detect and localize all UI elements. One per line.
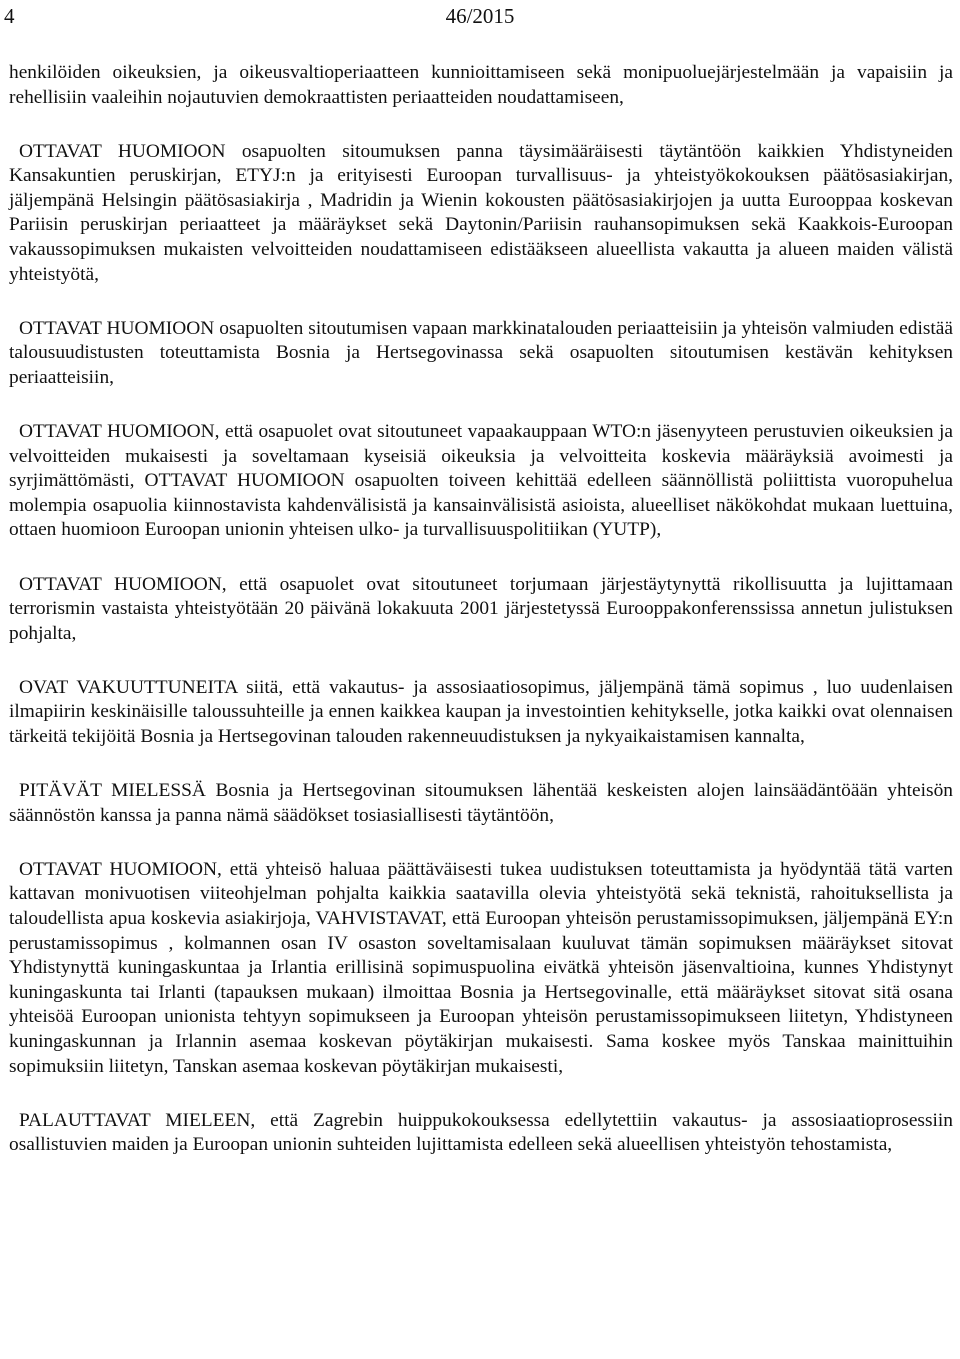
paragraph: OTTAVAT HUOMIOON, että osapuolet ovat sitoutuneet torjumaan järjestäytynyttä rikollisuutta ja lujittamaan terrorismin vastaista yhteistyötään 20 päivänä lokakuuta 2001 järjestetyssä Eurooppakonferenssissa annetun julistuksen pohjalta, [9,573,953,644]
page-header [4,2,956,30]
page-number: 4 [4,4,15,28]
paragraph: henkilöiden oikeuksien, ja oikeusvaltioperiaatteen kunnioittamiseen sekä monipuoluejärjestelmään ja vapaisiin ja rehellisiin vaaleihin nojautuvien demokraattisten periaatteiden noudattamiseen, [9,62,953,108]
document-body [9,61,953,1187]
paragraph: OTTAVAT HUOMIOON, että yhteisö haluaa päättäväisesti tukea uudistuksen toteuttamista ja hyödyntää tätä varten kattavan monivuotisen viiteohjelman pohjalta kaikkia saatavilla olevia yhteistyötä sekä teknistä, rahoituksellista ja taloudellista apua koskevia asiakirjoja, VAHVISTAVAT, että Euroopan yhteisön perustamissopimuksen, jäljempänä EY:n perustamissopimus , kolmannen osan IV osaston soveltamisalaan kuuluvat tämän sopimuksen määräykset sitovat Yhdistynyttä kuningaskuntaa ja Irlantia erillisinä sopimuspuolina eivätkä yhteisön jäsenvaltioina, kunnes Yhdistynyt kuningaskunta tai Irlanti (tapauksen mukaan) ilmoittaa Bosnia ja Hertsegovinalle, että määräykset sitovat sitä osana yhteisöä Euroopan unionista tehtyyn sopimukseen ja Euroopan yhteisön perustamissopimukseen liitetyn, Yhdistyneen kuningaskunnan ja Irlannin asemaa koskevan pöytäkirjan mukaisesti. Sama koskee myös Tanskaa mainittuihin sopimuksiin liitetyn, Tanskan asemaa koskevan pöytäkirjan mukaisesti, [9,858,953,1077]
paragraph: PITÄVÄT MIELESSÄ Bosnia ja Hertsegovinan sitoumuksen lähentää keskeisten alojen lainsäädäntöään yhteisön säännöstön kanssa ja panna nämä säädökset tosiasiallisesti täytäntöön, [9,780,953,826]
paragraph: OTTAVAT HUOMIOON osapuolten sitoumuksen panna täysimääräisesti täytäntöön kaikkien Yhdistyneiden Kansakuntien peruskirjan, ETYJ:n ja erityisesti Euroopan turvallisuus- ja yhteistyökokouksen päätösasiakirjan, jäljempänä Helsingin päätösasiakirja , Madridin ja Wienin kokousten päätösasiakirjojen ja uutta Eurooppaa koskevan Pariisin peruskirjan periaatteet ja määräykset sekä Daytonin/Pariisin rauhansopimuksen sekä Kaakkois-Euroopan vakaussopimuksen mukaisten velvoitteiden noudattamiseen edistääkseen alueellista vakautta ja alueen maiden välistä yhteistyötä, [9,140,953,285]
document-number: 46/2015 [445,4,515,28]
paragraph: OTTAVAT HUOMIOON, että osapuolet ovat sitoutuneet vapaakauppaan WTO:n jäsenyyteen perustuvien oikeuksien ja velvoitteiden mukaisesti ja soveltamaan kyseisiä oikeuksia ja velvoitteita koskevia määräyksiä avoimesti ja syrjimättömästi, OTTAVAT HUOMIOON osapuolten toiveen kehittää edelleen säännöllistä poliittista vuoropuhelua molempia osapuolia kiinnostavista kahdenvälisistä ja kansainvälisistä asioista, alueelliset näkökohdat mukaan luettuina, ottaen huomioon Euroopan unionin yhteisen ulko- ja turvallisuuspolitiikan (YUTP), [9,421,953,541]
paragraph: OTTAVAT HUOMIOON osapuolten sitoutumisen vapaan markkinatalouden periaatteisiin ja yhteisön valmiuden edistää talousuudistusten toteuttamista Bosnia ja Hertsegovinassa sekä osapuolten sitoutumisen kestävän kehityksen periaatteisiin, [9,317,953,388]
paragraph: OVAT VAKUUTTUNEITA siitä, että vakautus- ja assosiaatiosopimus, jäljempänä tämä sopimus , luo uudenlaisen ilmapiirin keskinäisille taloussuhteille ja ennen kaikkea kaupan ja investointien kehitykselle, jotka kaikki ovat olennaisen tärkeitä tekijöitä Bosnia ja Hertsegovinan talouden rakenneuudistuksen ja nykyaikaistamisen kannalta, [9,676,953,747]
paragraph: PALAUTTAVAT MIELEEN, että Zagrebin huippukokouksessa edellytettiin vakautus- ja assosiaatioprosessiin osallistuvien maiden ja Euroopan unionin suhteiden lujittamista edelleen sekä alueellisen yhteistyön tehostamista, [9,1109,953,1156]
